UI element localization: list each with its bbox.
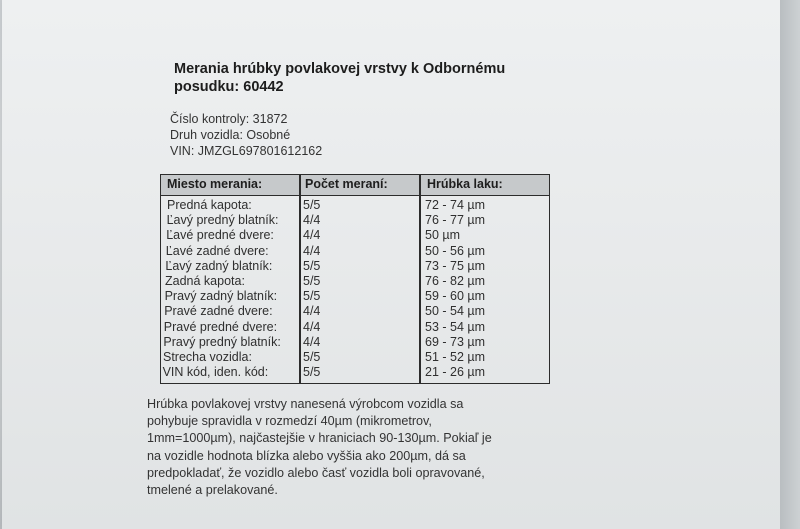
row-count: 5/5 xyxy=(303,198,321,212)
row-count: 5/5 xyxy=(303,289,321,304)
document-title xyxy=(174,60,594,96)
paragraph-line: pohybuje spravidla v rozmedzí 40µm (mikrometrov, xyxy=(147,414,432,429)
background-edge xyxy=(780,0,800,529)
row-location: Pravé predné dvere: xyxy=(163,319,278,334)
row-thickness: 53 - 54 µm xyxy=(425,319,486,334)
row-thickness: 69 - 73 µm xyxy=(425,334,486,349)
row-thickness: 73 - 75 µm xyxy=(425,258,486,273)
document-page xyxy=(2,0,780,529)
header-count: Počet meraní: xyxy=(305,177,388,191)
row-thickness: 50 - 54 µm xyxy=(425,304,486,319)
table-row xyxy=(161,320,549,335)
explanation-paragraph xyxy=(147,396,587,499)
vin-number: VIN: JMZGL697801612162 xyxy=(170,144,323,158)
table-row xyxy=(161,228,549,243)
row-location: VIN kód, iden. kód: xyxy=(162,365,269,380)
row-location: Pravý predný blatník: xyxy=(163,334,281,349)
table-row xyxy=(161,198,549,213)
header-location: Miesto merania: xyxy=(167,177,263,191)
row-thickness: 72 - 74 µm xyxy=(425,198,486,212)
row-count: 5/5 xyxy=(303,258,321,273)
paragraph-line: 1mm=1000µm), najčastejšie v hraniciach 90-130µm. Pokiaľ je xyxy=(147,431,492,446)
row-location: Predná kapota: xyxy=(167,198,252,212)
measurements-table xyxy=(160,174,550,384)
table-row xyxy=(161,365,549,380)
row-count: 4/4 xyxy=(303,213,321,228)
title-line-2: posudku: 60442 xyxy=(174,79,284,95)
vehicle-info xyxy=(170,111,322,159)
row-location: Pravé zadné dvere: xyxy=(164,304,273,319)
check-number: Číslo kontroly: 31872 xyxy=(170,112,288,126)
vehicle-type: Druh vozidla: Osobné xyxy=(170,128,291,142)
row-location: Ľavé predné dvere: xyxy=(166,228,274,243)
row-location: Pravý zadný blatník: xyxy=(164,289,278,304)
table-row xyxy=(161,289,549,304)
row-thickness: 50 - 56 µm xyxy=(425,243,486,258)
table-row xyxy=(161,350,549,365)
row-thickness: 59 - 60 µm xyxy=(425,289,486,304)
row-location: Strecha vozidla: xyxy=(163,350,252,364)
table-row xyxy=(161,274,549,289)
title-line-1: Merania hrúbky povlakovej vrstvy k Odbornému xyxy=(174,61,506,77)
table-row xyxy=(161,335,549,350)
row-count: 5/5 xyxy=(303,274,321,288)
paragraph-line: predpokladať, že vozidlo alebo časť vozidla boli opravované, xyxy=(147,465,485,480)
paragraph-line: na vozidle hodnota blízka alebo vyššia ako 200µm, dá sa xyxy=(147,448,466,463)
table-row xyxy=(161,259,549,274)
row-count: 4/4 xyxy=(303,228,321,243)
paragraph-line: Hrúbka povlakovej vrstvy nanesená výrobcom vozidla sa xyxy=(147,397,464,411)
paragraph-line: tmelené a prelakované. xyxy=(147,483,278,498)
row-thickness: 76 - 82 µm xyxy=(425,274,486,288)
row-count: 4/4 xyxy=(303,319,321,334)
row-thickness: 76 - 77 µm xyxy=(425,213,486,228)
row-location: Ľavý predný blatník: xyxy=(166,213,279,228)
row-location: Ľavý zadný blatník: xyxy=(165,258,273,273)
table-row xyxy=(161,304,549,319)
row-location: Ľavé zadné dvere: xyxy=(165,243,269,258)
row-count: 4/4 xyxy=(303,243,321,258)
row-thickness: 50 µm xyxy=(425,228,460,243)
row-thickness: 51 - 52 µm xyxy=(425,350,486,364)
row-count: 4/4 xyxy=(303,334,321,349)
header-thickness: Hrúbka laku: xyxy=(427,177,503,191)
row-thickness: 21 - 26 µm xyxy=(425,365,486,380)
row-location: Zadná kapota: xyxy=(165,274,245,288)
table-row xyxy=(161,244,549,259)
row-count: 5/5 xyxy=(303,350,321,364)
row-count: 5/5 xyxy=(303,365,321,380)
row-count: 4/4 xyxy=(303,304,321,319)
table-header-row xyxy=(161,175,549,196)
table-row xyxy=(161,213,549,228)
